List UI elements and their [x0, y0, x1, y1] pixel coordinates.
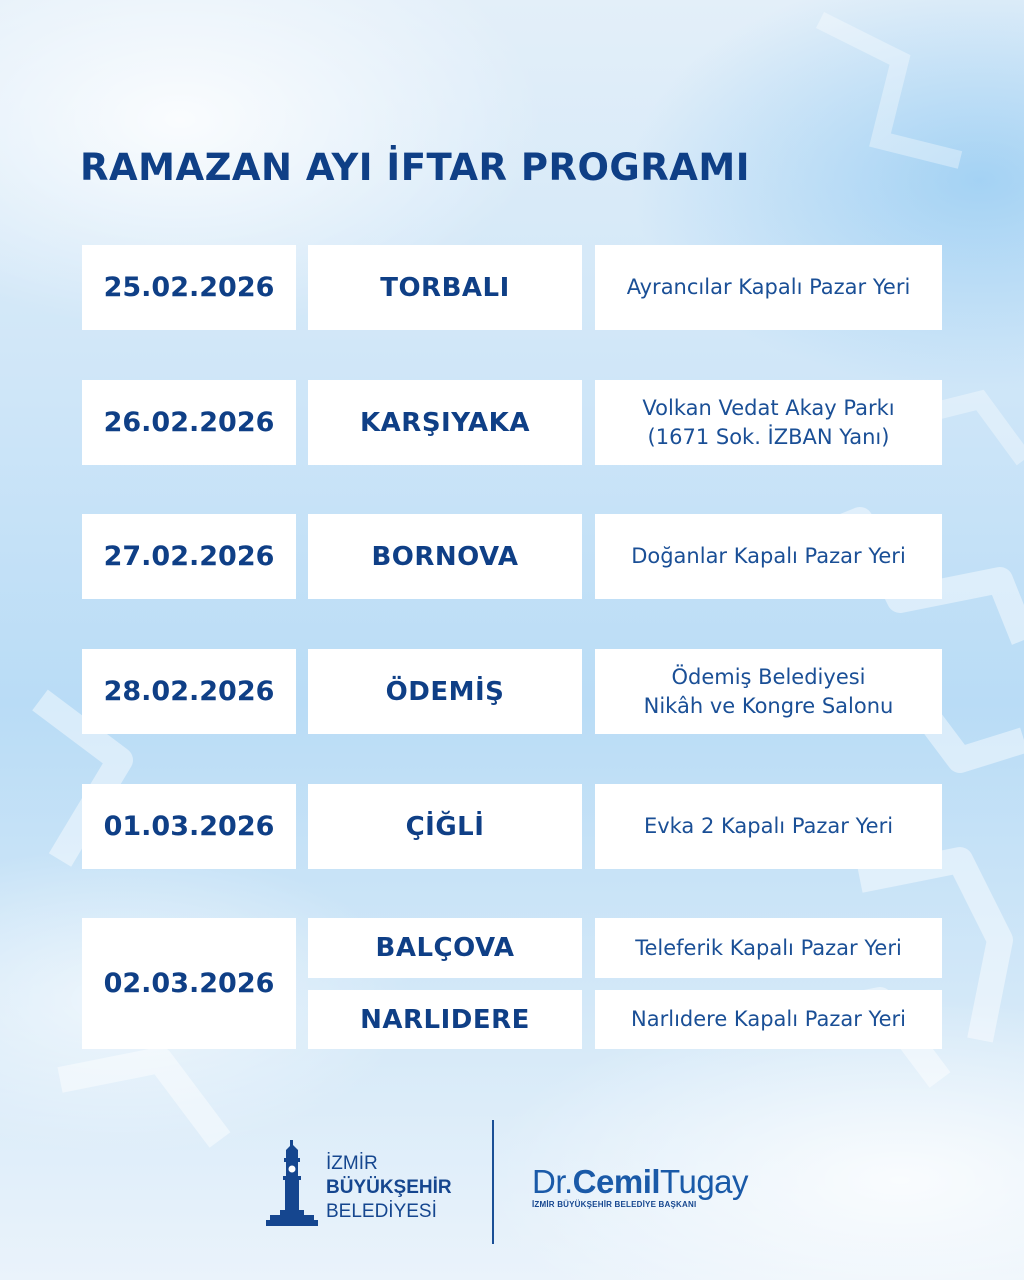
- district-cell: [308, 784, 582, 869]
- date-cell: [82, 245, 296, 330]
- venue-text: Doğanlar Kapalı Pazar Yeri: [631, 544, 906, 568]
- venue-text: Ayrancılar Kapalı Pazar Yeri: [626, 275, 911, 299]
- logo-line3: BELEDİYESİ: [326, 1201, 437, 1222]
- venue-cell: [595, 514, 942, 599]
- district-text: BALÇOVA: [375, 933, 515, 963]
- venue-text-line2: (1671 Sok. İZBAN Yanı): [647, 424, 890, 449]
- venue-cell: [595, 784, 942, 869]
- venue-cell: [595, 649, 942, 734]
- district-text: KARŞIYAKA: [360, 407, 530, 438]
- date-cell: [82, 649, 296, 734]
- date-text: 02.03.2026: [103, 968, 275, 999]
- venue-text: Narlıdere Kapalı Pazar Yeri: [631, 1007, 906, 1031]
- district-text: BORNOVA: [371, 541, 519, 572]
- date-text: 25.02.2026: [103, 272, 275, 303]
- footer-divider: [492, 1120, 494, 1244]
- district-text: ÖDEMİŞ: [385, 676, 505, 707]
- date-cell: [82, 380, 296, 465]
- clock-tower-icon: [264, 1140, 320, 1226]
- page-title: RAMAZAN AYI İFTAR PROGRAMI: [80, 146, 750, 189]
- district-cell: [308, 514, 582, 599]
- venue-text-line1: Ödemiş Belediyesi: [671, 664, 866, 689]
- district-cell: [308, 918, 582, 978]
- venue-text: Teleferik Kapalı Pazar Yeri: [635, 935, 902, 960]
- venue-cell: [595, 245, 942, 330]
- logo-line1: İZMİR: [326, 1153, 378, 1174]
- venue-cell: [595, 918, 942, 978]
- date-text: 27.02.2026: [103, 541, 275, 572]
- district-text: ÇİĞLİ: [405, 811, 485, 842]
- district-cell: [308, 245, 582, 330]
- mayor-last-name: Tugay: [660, 1163, 749, 1200]
- date-cell: [82, 514, 296, 599]
- venue-cell: [595, 380, 942, 465]
- venue-text: Evka 2 Kapalı Pazar Yeri: [643, 814, 894, 838]
- mayor-signature: [532, 1165, 748, 1209]
- venue-text-line1: Volkan Vedat Akay Parkı: [642, 395, 895, 420]
- mayor-title: İZMİR BÜYÜKŞEHİR BELEDİYE BAŞKANI: [532, 1200, 697, 1209]
- logo-line2: BÜYÜKŞEHİR: [326, 1177, 452, 1198]
- date-cell: [82, 784, 296, 869]
- venue-text-line2: Nikâh ve Kongre Salonu: [643, 693, 894, 718]
- date-cell: [82, 918, 296, 1049]
- date-text: 26.02.2026: [103, 407, 275, 438]
- date-text: 01.03.2026: [103, 811, 275, 842]
- district-text: TORBALI: [380, 272, 510, 303]
- date-text: 28.02.2026: [103, 676, 275, 707]
- municipality-logo: [264, 1140, 452, 1226]
- venue-cell: [595, 990, 942, 1049]
- district-cell: [308, 990, 582, 1049]
- district-cell: [308, 649, 582, 734]
- mayor-first-name: Cemil: [572, 1163, 661, 1200]
- mayor-prefix: Dr.: [532, 1163, 573, 1200]
- district-text: NARLIDERE: [360, 1004, 530, 1035]
- district-cell: [308, 380, 582, 465]
